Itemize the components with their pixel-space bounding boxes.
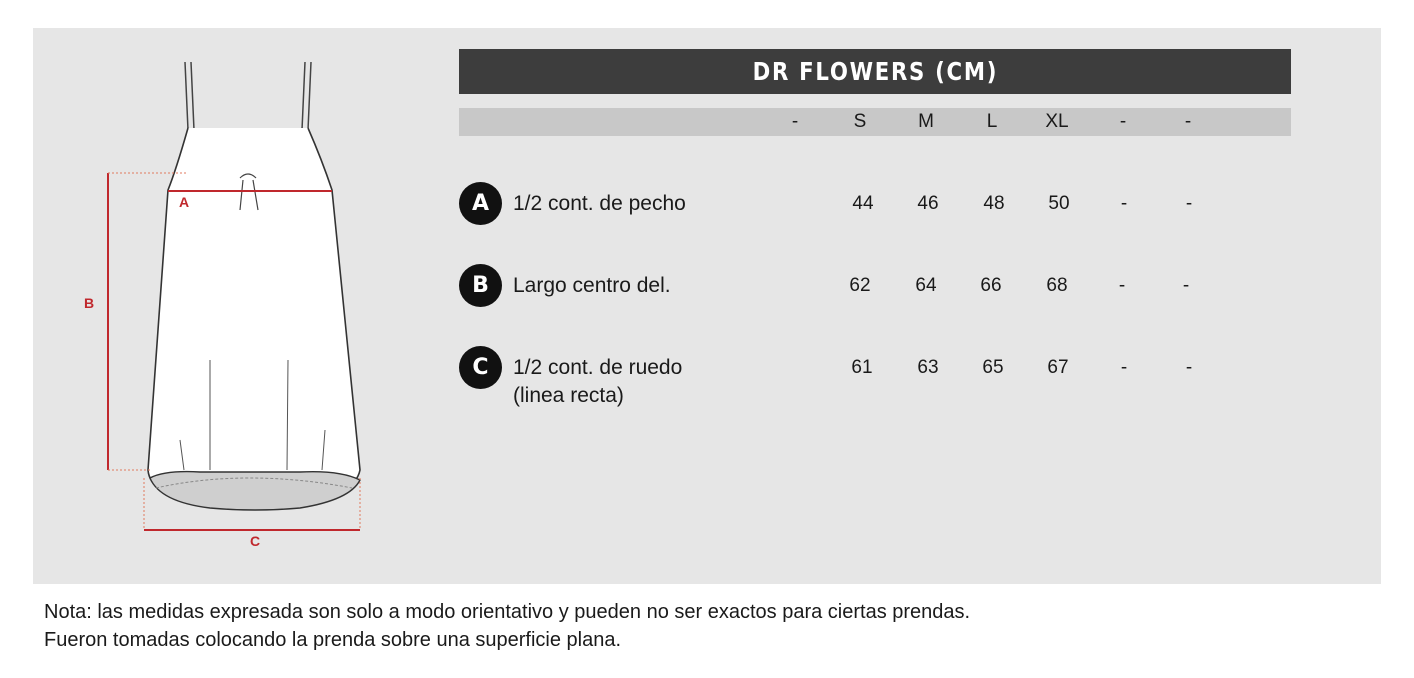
dress-illustration bbox=[70, 50, 370, 560]
value-cell: 62 bbox=[849, 275, 871, 296]
size-col-5: - bbox=[1119, 111, 1127, 132]
value-cell: 50 bbox=[1048, 193, 1070, 214]
size-col-s: S bbox=[853, 111, 867, 132]
value-cell: - bbox=[1182, 275, 1190, 296]
dimension-label-c: C bbox=[250, 533, 261, 549]
size-col-0: - bbox=[791, 111, 799, 132]
value-cell: - bbox=[1118, 275, 1126, 296]
value-cell: 64 bbox=[915, 275, 937, 296]
measurement-row-a bbox=[459, 182, 1291, 242]
value-cell: - bbox=[1185, 357, 1193, 378]
row-label: Largo centro del. bbox=[513, 274, 671, 297]
dimension-label-b: B bbox=[84, 295, 95, 311]
value-cell: 67 bbox=[1047, 357, 1069, 378]
badge-a: A bbox=[459, 182, 502, 225]
dimension-label-a: A bbox=[179, 194, 190, 210]
size-col-xl: XL bbox=[1045, 111, 1069, 132]
value-cell: 68 bbox=[1046, 275, 1068, 296]
size-col-6: - bbox=[1184, 111, 1192, 132]
note-line-1: Nota: las medidas expresada son solo a modo orientativo y pueden no ser exactos para ciertas prendas. bbox=[44, 601, 971, 623]
value-cell: - bbox=[1120, 357, 1128, 378]
value-cell: 46 bbox=[917, 193, 939, 214]
value-cell: 66 bbox=[980, 275, 1002, 296]
row-label: 1/2 cont. de ruedo (linea recta) bbox=[513, 356, 683, 407]
note-line-2: Fueron tomadas colocando la prenda sobre una superficie plana. bbox=[44, 629, 622, 651]
table-title: DR FLOWERS (CM) bbox=[459, 49, 1291, 94]
value-cell: - bbox=[1120, 193, 1128, 214]
measurement-row-b bbox=[459, 264, 1291, 324]
value-cell: 63 bbox=[917, 357, 939, 378]
badge-b: B bbox=[459, 264, 502, 307]
value-cell: 44 bbox=[852, 193, 874, 214]
value-cell: - bbox=[1185, 193, 1193, 214]
badge-c: C bbox=[459, 346, 502, 389]
row-label: 1/2 cont. de pecho bbox=[513, 192, 686, 215]
value-cell: 65 bbox=[982, 357, 1004, 378]
measurement-row-c bbox=[459, 346, 1291, 416]
value-cell: 61 bbox=[851, 357, 873, 378]
size-col-m: M bbox=[918, 111, 934, 132]
size-header-row bbox=[459, 108, 1291, 136]
value-cell: 48 bbox=[983, 193, 1005, 214]
size-col-l: L bbox=[986, 111, 998, 132]
